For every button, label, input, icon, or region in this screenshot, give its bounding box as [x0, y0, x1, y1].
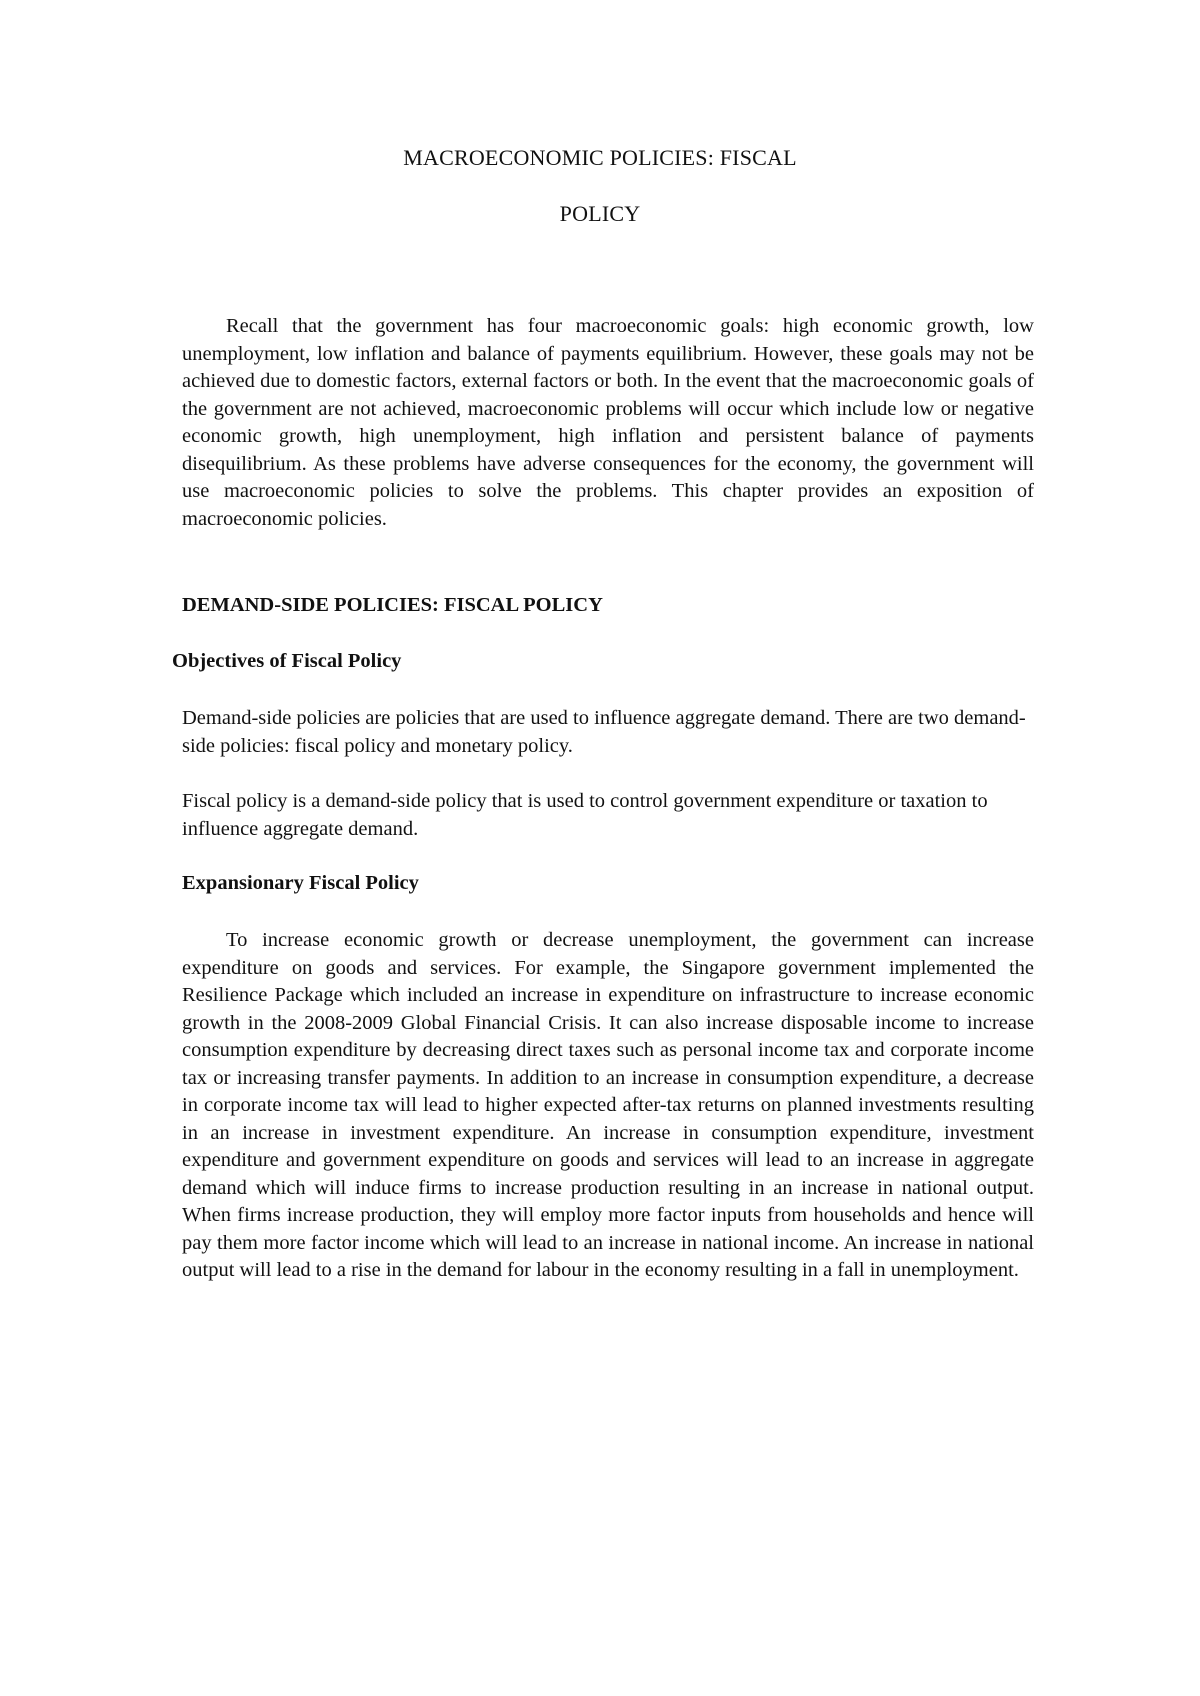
objectives-paragraph-2: Fiscal policy is a demand-side policy that is used to control government expenditure or taxation to influence aggregate demand.: [182, 790, 988, 840]
intro-paragraph: Recall that the government has four macroeconomic goals: high economic growth, low unemployment, low inflation and balance of payments equilibrium. However, these goals may not be achieved due to domestic factors, external factors or both. In the event that the macroeconomic goals of the government are not achieved, macroeconomic problems will occur which include low or negative economic growth, high unemployment, high inflation and persistent balance of payments disequilibrium. As these problems have adverse consequences for the economy, the government will use macroeconomic policies to solve the problems. This chapter provides an exposition of macroeconomic policies.: [182, 315, 1034, 530]
subheading-expansionary: Expansionary Fiscal Policy: [182, 872, 419, 894]
subheading-objectives: Objectives of Fiscal Policy: [172, 650, 402, 672]
objectives-paragraph-1: Demand-side policies are policies that are used to influence aggregate demand. There are two demand-side policies: fiscal policy and monetary policy.: [182, 707, 1026, 757]
document-title-line-2: POLICY: [559, 201, 641, 226]
expansionary-paragraph: To increase economic growth or decrease unemployment, the government can increase expenditure on goods and services. For example, the Singapore government implemented the Resilience Package which included an increase in expenditure on infrastructure to increase economic growth in the 2008-2009 Global Financial Crisis. It can also increase disposable income to increase consumption expenditure by decreasing direct taxes such as personal income tax and corporate income tax or increasing transfer payments. In addition to an increase in consumption expenditure, a decrease in corporate income tax will lead to higher expected after-tax returns on planned investments resulting in an increase in investment expenditure. An increase in consumption expenditure, investment expenditure and government expenditure on goods and services will lead to an increase in aggregate demand which will induce firms to increase production resulting in an increase in national output. When firms increase production, they will employ more factor inputs from households and hence will pay them more factor income which will lead to an increase in national income. An increase in national output will lead to a rise in the demand for labour in the economy resulting in a fall in unemployment.: [182, 929, 1034, 1281]
document-title-line-1: MACROECONOMIC POLICIES: FISCAL: [403, 145, 797, 170]
section-heading: DEMAND-SIDE POLICIES: FISCAL POLICY: [182, 594, 603, 616]
